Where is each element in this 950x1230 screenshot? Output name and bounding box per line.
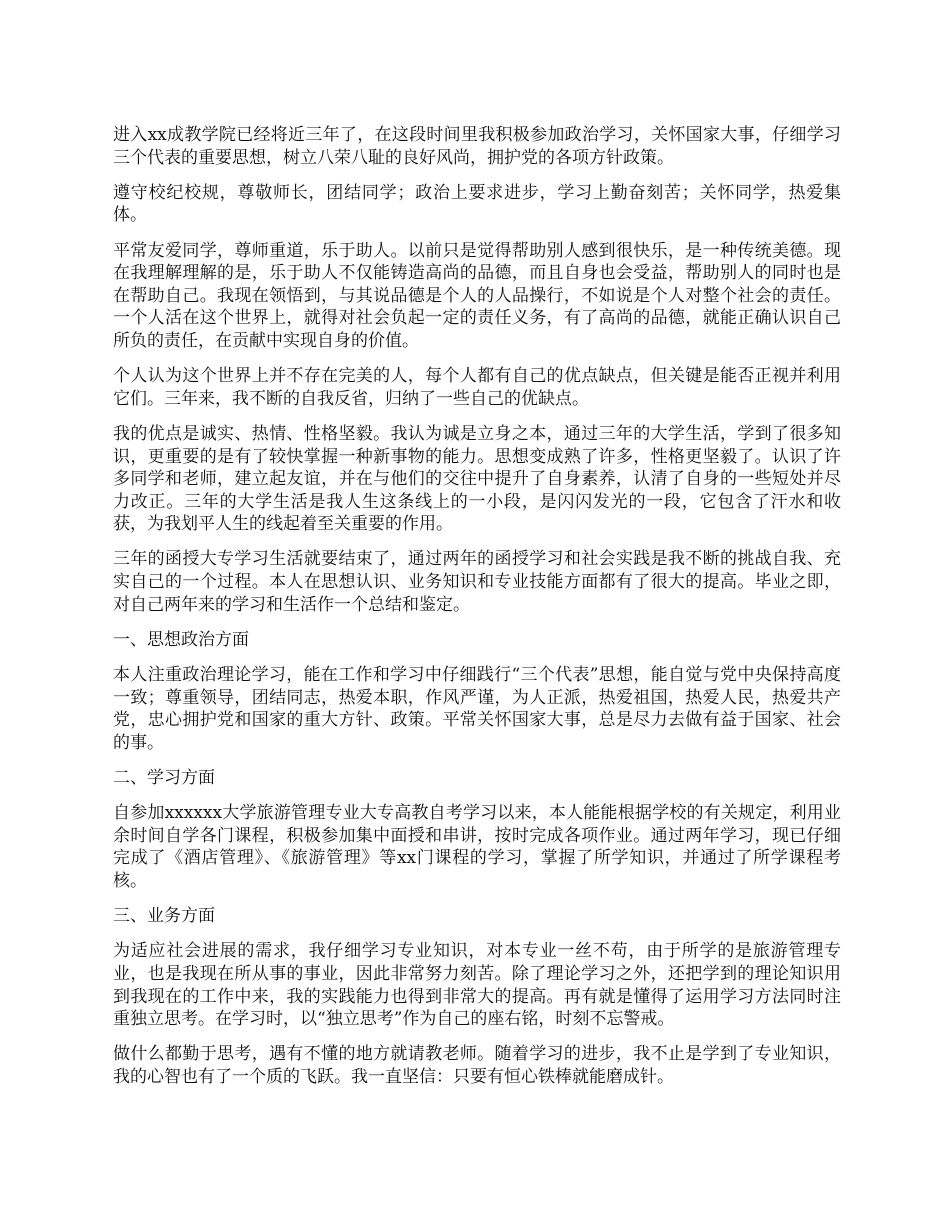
paragraph: 自参加xxxxxx大学旅游管理专业大专高教自考学习以来，本人能能根据学校的有关规定，利用业余时间自学各门课程，积极参加集中面授和串讲，按时完成各项作业。通过两年学习，现已仔细完成了《酒店管理》、《旅游管理》等xx门课程的学习，掌握了所学知识，并通过了所学课程考核。 (113, 803, 841, 891)
document-body (113, 124, 841, 1101)
section-heading: 一、思想政治方面 (113, 629, 249, 650)
paragraph: 进入xx成教学院已经将近三年了，在这段时间里我积极参加政治学习，关怀国家大事，仔细学习三个代表的重要思想，树立八荣八耻的良好风尚，拥护党的各项方针政策。 (113, 125, 841, 168)
paragraph: 三年的函授大专学习生活就要结束了，通过两年的函授学习和社会实践是我不断的挑战自我、充实自己的一个过程。本人在思想认识、业务知识和专业技能方面都有了很大的提高。毕业之即，对自己两年来的学习和生活作一个总结和鉴定。 (113, 549, 841, 615)
paragraph: 为适应社会进展的需求，我仔细学习专业知识，对本专业一丝不苟，由于所学的是旅游管理专业，也是我现在所从事的事业，因此非常努力刻苦。除了理论学习之外，还把学到的理论知识用到我现在的工作中来，我的实践能力也得到非常大的提高。再有就是懂得了运用学习方法同时注重独立思考。在学习时，以“独立思考”作为自己的座右铭，时刻不忘警戒。 (113, 941, 841, 1030)
paragraph: 做什么都勤于思考，遇有不懂的地方就请教老师。随着学习的进步，我不止是学到了专业知识，我的心智也有了一个质的飞跃。我一直坚信：只要有恒心铁棒就能磨成针。 (113, 1044, 841, 1087)
section-heading: 三、业务方面 (113, 906, 215, 927)
paragraph: 遵守校纪校规，尊敬师长，团结同学；政治上要求进步，学习上勤奋刻苦；关怀同学，热爱集体。 (113, 182, 841, 226)
section-heading: 二、学习方面 (113, 768, 215, 788)
paragraph: 个人认为这个世界上并不存在完美的人，每个人都有自己的优点缺点，但关键是能否正视并利用它们。三年来，我不断的自我反省，归纳了一些自己的优缺点。 (113, 366, 841, 409)
paragraph: 本人注重政治理论学习，能在工作和学习中仔细践行“三个代表”思想，能自觉与党中央保持高度一致；尊重领导，团结同志，热爱本职，作风严谨，为人正派，热爱祖国，热爱人民，热爱共产党，忠心拥护党和国家的重大方针、政策。平常关怀国家大事，总是尽力去做有益于国家、社会的事。 (113, 665, 841, 753)
paragraph: 平常友爱同学，尊师重道，乐于助人。以前只是觉得帮助别人感到很快乐，是一种传统美德。现在我理解理解的是，乐于助人不仅能铸造高尚的品德，而且自身也会受益，帮助别人的同时也是在帮助自己。我现在领悟到，与其说品德是个人的人品操行，不如说是个人对整个社会的责任。一个人活在这个世界上，就得对社会负起一定的责任义务，有了高尚的品德，就能正确认识自己所负的责任，在贡献中实现自身的价值。 (113, 240, 841, 351)
paragraph: 我的优点是诚实、热情、性格坚毅。我认为诚是立身之本，通过三年的大学生活，学到了很多知识，更重要的是有了较快掌握一种新事物的能力。思想变成熟了许多，性格更坚毅了。认识了许多同学和老师，建立起友谊，并在与他们的交往中提升了自身素养，认清了自身的一些短处并尽力改正。三年的大学生活是我人生这条线上的一小段，是闪闪发光的一段，它包含了汗水和收获，为我划平人生的线起着至关重要的作用。 (113, 423, 841, 535)
